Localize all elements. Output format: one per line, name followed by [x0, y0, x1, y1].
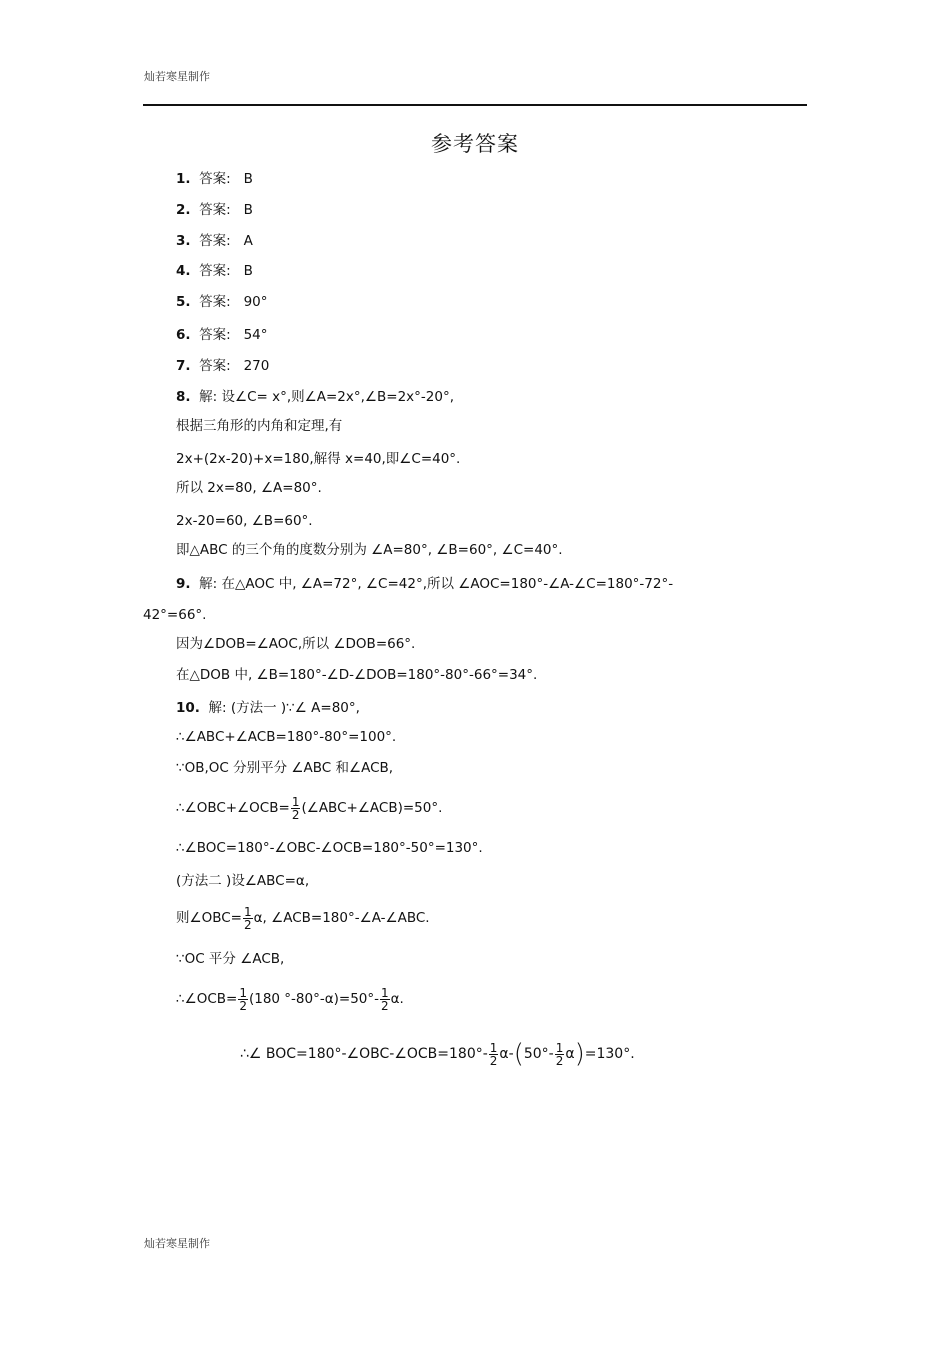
answer-label: 答案: [199, 202, 231, 218]
q10-line-4-post: (∠ABC+∠ACB)=50°. [301, 800, 443, 816]
fraction-numerator: 1 [244, 904, 252, 919]
q10-line-7-post: α, ∠ACB=180°-∠A-∠ABC. [253, 910, 430, 926]
answer-4 [176, 262, 253, 280]
answer-label: 答案: [199, 327, 231, 343]
answer-number: 7. [176, 358, 191, 374]
q10-text: 解: (方法一 )∵∠ A=80°, [208, 700, 360, 716]
q8-line-2: 根据三角形的内角和定理,有 [176, 418, 343, 434]
fraction-one-half [555, 1042, 565, 1067]
answer-number: 2. [176, 202, 191, 218]
q10-line-9-post: α. [390, 991, 404, 1007]
header-rule [143, 104, 807, 106]
fraction-numerator: 1 [239, 985, 247, 1000]
answer-1 [176, 170, 253, 188]
fraction-one-half [238, 987, 248, 1012]
fraction-denominator: 2 [555, 1053, 564, 1068]
q8-line-4: 所以 2x=80, ∠A=80°. [176, 480, 322, 496]
answer-label: 答案: [199, 233, 231, 249]
right-parenthesis: ) [574, 1039, 585, 1069]
q8-line-5: 2x-20=60, ∠B=60°. [176, 513, 313, 529]
answer-7 [176, 357, 269, 375]
question-number: 10. [176, 700, 200, 716]
answer-value: B [243, 171, 253, 187]
q8-line-6: 即△ABC 的三个角的度数分别为 ∠A=80°, ∠B=60°, ∠C=40°. [176, 542, 563, 558]
fraction-numerator: 1 [555, 1040, 564, 1055]
fraction-numerator: 1 [381, 985, 389, 1000]
q9-line-1b: 42°=66°. [143, 607, 207, 623]
q10-line-10-inner: 50°- [523, 1046, 554, 1062]
question-number: 9. [176, 576, 191, 592]
q10-line-8: ∵OC 平分 ∠ACB, [176, 951, 285, 967]
q8-line-3: 2x+(2x-20)+x=180,解得 x=40,即∠C=40°. [176, 451, 461, 467]
q10-line-10-inner-2: α [565, 1046, 575, 1062]
q10-line-2: ∴∠ABC+∠ACB=180°-80°=100°. [176, 729, 397, 745]
answer-5 [176, 293, 268, 311]
fraction-one-half [243, 906, 253, 931]
q10-line-10-post: =130°. [584, 1046, 635, 1062]
q9-line-1 [176, 575, 673, 593]
q9-text: 解: 在△AOC 中, ∠A=72°, ∠C=42°,所以 ∠AOC=180°-∠A-∠C=180°-72°- [199, 576, 674, 592]
answer-label: 答案: [199, 294, 231, 310]
answer-number: 5. [176, 294, 191, 310]
answer-value: 270 [243, 358, 270, 374]
q10-line-10 [240, 1037, 635, 1071]
q10-line-6: (方法二 )设∠ABC=α, [176, 873, 310, 889]
q10-line-7 [176, 902, 430, 934]
page-footer: 灿若寒星制作 [144, 1237, 210, 1250]
fraction-denominator: 2 [291, 807, 300, 822]
answer-3 [176, 232, 253, 250]
q9-line-2: 因为∠DOB=∠AOC,所以 ∠DOB=66°. [176, 636, 416, 652]
fraction-one-half [489, 1042, 499, 1067]
q9-line-3: 在△DOB 中, ∠B=180°-∠D-∠DOB=180°-80°-66°=34°. [176, 667, 538, 683]
q8-line-1 [176, 388, 454, 406]
answer-number: 4. [176, 263, 191, 279]
q10-line-9 [176, 983, 404, 1015]
fraction-numerator: 1 [291, 794, 300, 809]
q10-line-5: ∴∠BOC=180°-∠OBC-∠OCB=180°-50°=130°. [176, 840, 483, 856]
answer-6 [176, 326, 268, 344]
q8-text: 解: 设∠C= x°,则∠A=2x°,∠B=2x°-20°, [199, 389, 454, 405]
answer-label: 答案: [199, 263, 231, 279]
q10-line-1 [176, 699, 360, 717]
question-number: 8. [176, 389, 191, 405]
q10-line-9-mid: (180 °-80°-α)=50°- [248, 991, 379, 1007]
answer-value: A [243, 233, 253, 249]
fraction-denominator: 2 [381, 998, 389, 1013]
q10-line-9-pre: ∴∠OCB= [176, 991, 238, 1007]
answer-value: B [243, 202, 253, 218]
left-parenthesis: ( [513, 1039, 524, 1069]
answer-value: B [243, 263, 253, 279]
q10-line-10-mid: α- [499, 1046, 514, 1062]
page-header: 灿若寒星制作 [144, 70, 210, 83]
fraction-denominator: 2 [244, 917, 252, 932]
fraction-one-half [291, 796, 301, 821]
fraction-denominator: 2 [489, 1053, 498, 1068]
answer-label: 答案: [199, 358, 231, 374]
answer-number: 1. [176, 171, 191, 187]
q10-line-4-pre: ∴∠OBC+∠OCB= [176, 800, 290, 816]
q10-line-3: ∵OB,OC 分别平分 ∠ABC 和∠ACB, [176, 760, 394, 776]
fraction-one-half [380, 987, 390, 1012]
fraction-denominator: 2 [239, 998, 247, 1013]
answer-number: 6. [176, 327, 191, 343]
answer-value: 54° [243, 327, 268, 343]
q10-line-4 [176, 792, 442, 824]
q10-line-10-pre: ∴∠ BOC=180°-∠OBC-∠OCB=180°- [240, 1046, 488, 1062]
answer-number: 3. [176, 233, 191, 249]
fraction-numerator: 1 [489, 1040, 498, 1055]
answer-label: 答案: [199, 171, 231, 187]
q10-line-7-pre: 则∠OBC= [176, 910, 242, 926]
page-title: 参考答案 [431, 132, 519, 156]
answer-value: 90° [243, 294, 268, 310]
answer-2 [176, 201, 253, 219]
